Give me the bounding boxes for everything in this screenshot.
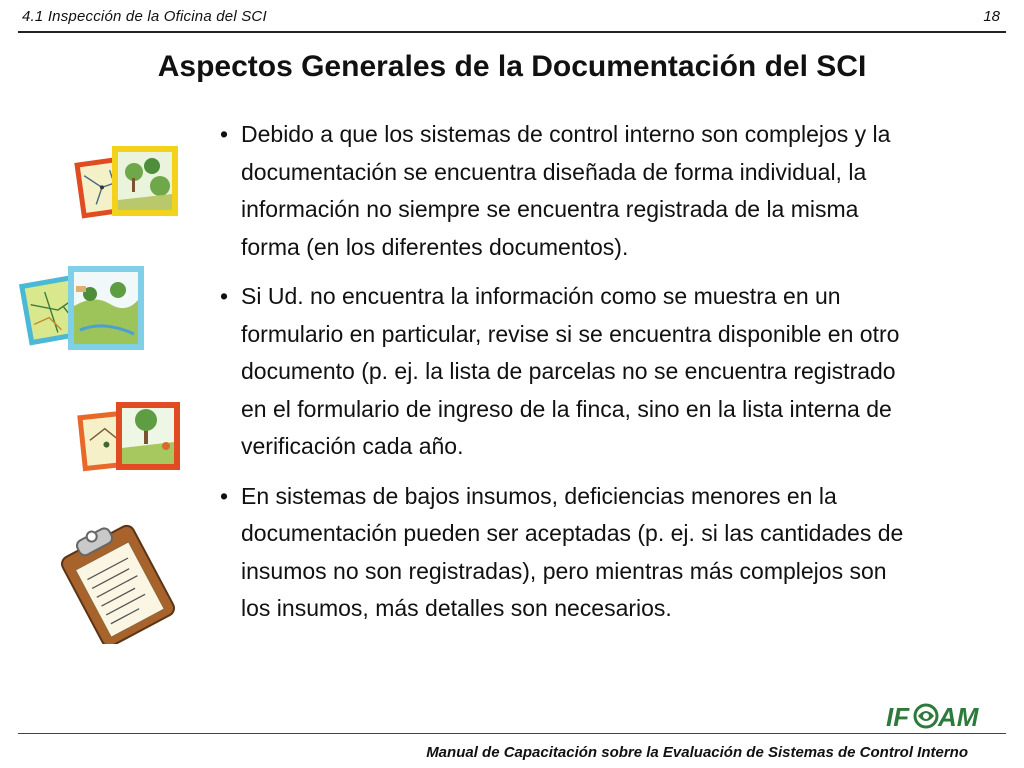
- bullet-list: [220, 116, 920, 640]
- header-divider: [18, 31, 1006, 33]
- header-section-title: 4.1 Inspección de la Oficina del SCI: [22, 8, 267, 25]
- ifoam-logo: [886, 700, 986, 732]
- bullet-item: [220, 278, 920, 466]
- bullet-text: Si Ud. no encuentra la información como se muestra en un formulario en particular, revise si se encuentra disponible en otro documento (p. ej. la lista de parcelas no se encuentra registrado en el formulario de ingreso de la finca, sino en la lista interna de verificación cada año.: [241, 283, 900, 459]
- bullet-text: Debido a que los sistemas de control interno son complejos y la documentación se encuentra diseñada de forma individual, la información no siempre se encuentra registrada de la misma forma (en los diferentes documentos).: [241, 121, 891, 260]
- bullet-text: En sistemas de bajos insumos, deficiencias menores en la documentación pueden ser aceptadas (p. ej. si las cantidades de insumos no son registradas), pero mientras más complejos son los insumos, más detalles son necesarios.: [241, 482, 904, 621]
- svg-text:IF: IF: [886, 702, 910, 732]
- footer-divider: [18, 733, 1006, 734]
- svg-text:AM: AM: [938, 702, 979, 732]
- footer-manual-title: Manual de Capacitación sobre la Evaluación de Sistemas de Control Interno: [426, 744, 968, 761]
- bullet-marker: •: [220, 482, 229, 509]
- maps-illustration-3: [76, 398, 184, 476]
- bullet-item: [220, 478, 920, 628]
- bullet-marker: •: [220, 283, 229, 309]
- header-page-number: 18: [983, 8, 1000, 25]
- slide-title: Aspectos Generales de la Documentación del SCI: [157, 50, 867, 83]
- bullet-item: [220, 116, 920, 266]
- clipboard-illustration: [56, 522, 180, 644]
- maps-illustration-1: [72, 142, 184, 224]
- bullet-marker: •: [220, 121, 229, 147]
- maps-illustration-2: [18, 260, 148, 356]
